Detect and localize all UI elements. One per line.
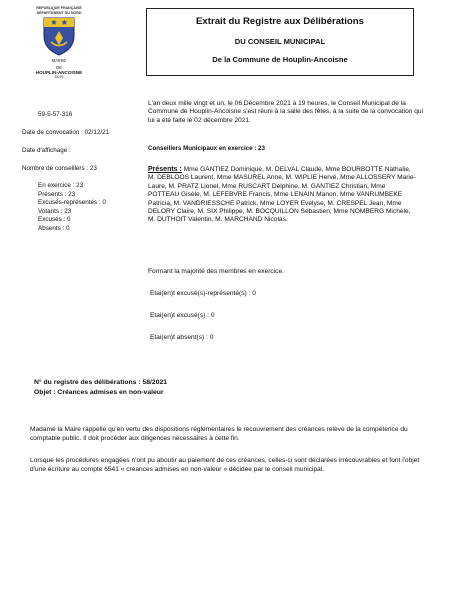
- coat-of-arms-icon: [42, 16, 76, 56]
- attendance-counts: [38, 182, 106, 234]
- excuses-line: Etai(en)t excusé(s) : 0: [150, 312, 215, 319]
- affichage-date: Date d'affichage :: [22, 147, 71, 154]
- presents-paragraph: [148, 166, 418, 225]
- body-paragraph-1: Madame la Maire rappelle qu'en vertu des dispositions réglementaires le recouvrement des créances relève de la compétence du comptable public. Il doit procéder aux diligences nécessaires à cette fin.: [30, 426, 408, 443]
- page-title: Extrait du Registre aux Délibérations: [196, 16, 364, 27]
- count-item: Absents : 0: [38, 224, 70, 232]
- presents-label: Présents :: [148, 166, 182, 173]
- header-box: [146, 8, 414, 76]
- commune-logo: [24, 6, 94, 79]
- intro-paragraph: L'an deux mille vingt et un, le 06 Décembre 2021 à 19 heures, le Conseil Municipal de la Commune de Houplin-Ancoisne s'est réuni à la salle des fêtes, à la suite de la convocation qui lui a été faite le 02 décembre 2021.: [148, 100, 424, 124]
- count-item: En exercice : 23: [38, 182, 84, 189]
- count-item: Votants : 23: [38, 207, 72, 215]
- conseillers-line: Conseillers Municipaux en exercice : 23: [148, 145, 265, 152]
- presents-list: Mme GANTIEZ Dominique, M. DELVAL Claude, Mme BOURBOTTE Nathalie, M. DEBLOOS Laurent, Mme MASUREL Anne, M. WIPLIE Hervé, Mme ALLOSSERY Marie-Laure, M. PRATZ Lionel, Mme RUSCART Delphine, M. GANTIEZ Christian, Mme POTTEAU Gisèle, M. LEFEBVRE Francis, Mme LENAIN Manon, Mme VANRUMBEKE Patricia, M. VANDRIESSCHE Patrick, Mme LOYER Evelyse, M. CRESPEL Jean, Mme DELORY Claire, M. SIX Philippe, M. BOCQUILLON Sébastien, Mme NOMBERG Michèle, M. DUTHOIT Valentin, M. MARCHAND Nicolas.: [148, 166, 416, 224]
- logo-de: DE: [56, 65, 62, 71]
- page-subtitle: DU CONSEIL MUNICIPAL: [234, 37, 326, 46]
- count-item: Excusés : 0: [38, 216, 71, 224]
- count-item: Excusés-représentés : 0: [38, 199, 106, 207]
- logo-mairie: MAIRIE: [51, 58, 67, 64]
- commune-name: De la Commune de Houplin-Ancoisne: [212, 55, 348, 64]
- reference-code: 59-5-57-316: [38, 111, 73, 118]
- majorite-line: Formant la majorité des membres en exercice.: [148, 268, 284, 275]
- registre-number: N° du registre des délibérations : 58/2021: [34, 379, 168, 386]
- logo-commune: HOUPLIN-ANCOISNE: [35, 70, 83, 76]
- republic-line-1: REPUBLIQUE FRANÇAISE: [36, 6, 82, 10]
- absents-line: Etai(en)t absent(s) : 0: [150, 334, 214, 341]
- registre-block: [34, 378, 167, 398]
- registre-objet: Objet : Créances admises en non-valeur: [34, 389, 164, 396]
- logo-postcode: 59263: [54, 75, 64, 80]
- republic-line-2: DEPARTEMENT DU NORD: [36, 10, 82, 15]
- body-paragraph-2: Lorsque les procédures engagées n'ont pu aboutir au paiement de ces créances, celles-ci sont déclarées irrécouvrables et font l'objet d'une écriture au compte 6541 « créances admises en non-valeur » décidée par le conseil municipal.: [30, 457, 420, 474]
- count-item: Présents : 23: [38, 190, 76, 198]
- conseillers-count: Nombre de conseillers : 23: [22, 165, 97, 172]
- excuses-representes-line: Etai(en)t excusé(s)-représenté(s) : 0: [150, 290, 256, 297]
- convocation-date: Date de convocation : 02/12/21: [22, 129, 110, 136]
